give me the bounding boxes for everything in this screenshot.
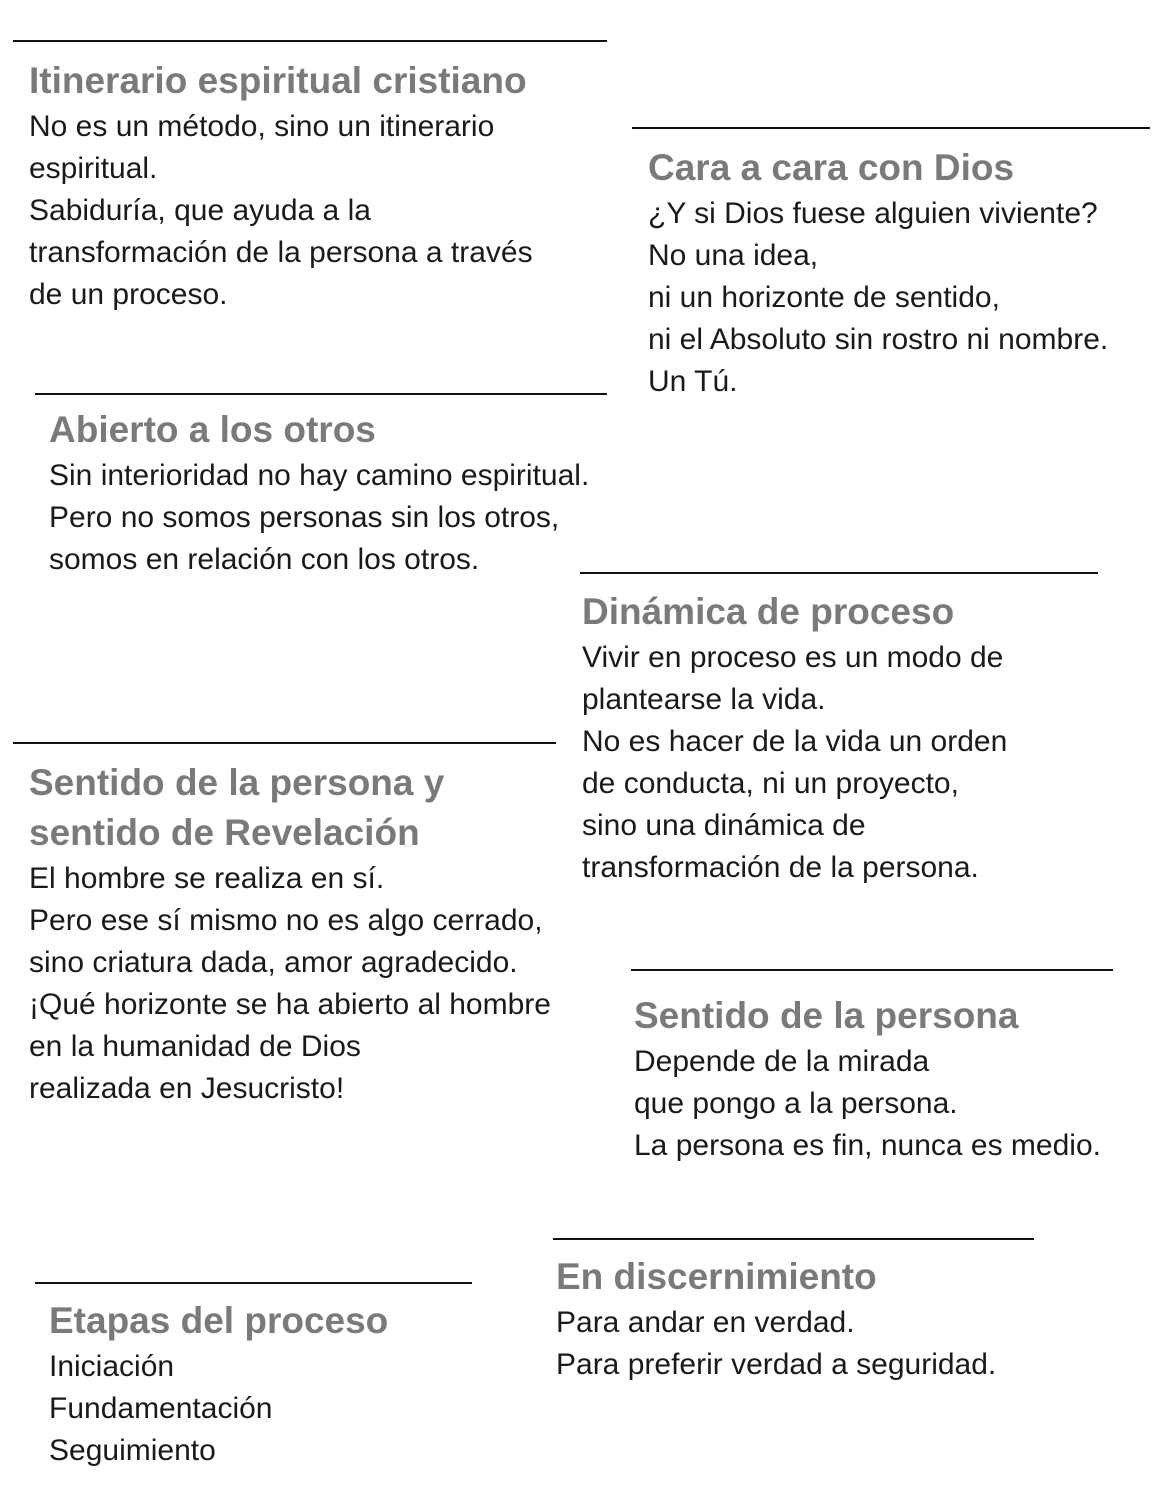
card-title xyxy=(29,758,556,858)
card-cara-a-cara xyxy=(632,127,1150,403)
card-etapas xyxy=(35,1282,472,1472)
card-title: En discernimiento xyxy=(556,1256,877,1297)
card-line: Para andar en verdad. xyxy=(556,1306,855,1339)
card-line: Sabiduría, que ayuda a la xyxy=(29,194,371,227)
card-line: Pero ese sí mismo no es algo cerrado, xyxy=(29,904,543,937)
card-line: Iniciación xyxy=(49,1350,175,1383)
card-line: sino una dinámica de xyxy=(582,809,866,842)
card-itinerario xyxy=(13,40,607,316)
card-sentido-persona xyxy=(631,969,1113,1167)
card-title: Abierto a los otros xyxy=(49,409,376,450)
card-line: No es un método, sino un itinerario xyxy=(29,110,495,143)
card-line: ¡Qué horizonte se ha abierto al hombre xyxy=(29,988,551,1021)
card-line: de un proceso. xyxy=(29,278,228,311)
card-dinamica xyxy=(580,572,1098,889)
card-line: transformación de la persona a través xyxy=(29,236,533,269)
card-title-line: Sentido de la persona y xyxy=(29,762,445,803)
card-title: Sentido de la persona xyxy=(634,995,1019,1036)
card-line: transformación de la persona. xyxy=(582,851,979,884)
card-title-line: sentido de Revelación xyxy=(29,812,420,853)
card-line: sino criatura dada, amor agradecido. xyxy=(29,946,518,979)
card-line: ¿Y si Dios fuese alguien viviente? xyxy=(648,197,1098,230)
card-line: El hombre se realiza en sí. xyxy=(29,862,385,895)
card-body xyxy=(29,106,607,316)
card-title: Itinerario espiritual cristiano xyxy=(29,60,527,101)
card-line: Un Tú. xyxy=(648,365,738,398)
card-body xyxy=(582,637,1098,889)
card-line: Depende de la mirada xyxy=(634,1045,930,1078)
card-body xyxy=(49,1346,472,1472)
card-line: espiritual. xyxy=(29,152,158,185)
card-line: de conducta, ni un proyecto, xyxy=(582,767,959,800)
card-line: Seguimiento xyxy=(49,1434,216,1467)
card-title: Cara a cara con Dios xyxy=(648,147,1015,188)
card-line: realizada en Jesucristo! xyxy=(29,1072,345,1105)
card-line: ni el Absoluto sin rostro ni nombre. xyxy=(648,323,1109,356)
card-line: en la humanidad de Dios xyxy=(29,1030,361,1063)
card-line: Sin interioridad no hay camino espiritual. xyxy=(49,459,590,492)
card-title: Etapas del proceso xyxy=(49,1300,389,1341)
card-body xyxy=(556,1302,1034,1386)
card-line: No es hacer de la vida un orden xyxy=(582,725,1008,758)
card-abierto xyxy=(35,393,607,581)
card-body xyxy=(29,858,556,1110)
card-body xyxy=(49,455,607,581)
card-title: Dinámica de proceso xyxy=(582,591,955,632)
card-sentido-revelacion xyxy=(13,742,556,1110)
card-line: plantearse la vida. xyxy=(582,683,826,716)
card-line: Pero no somos personas sin los otros, xyxy=(49,501,560,534)
card-line: Vivir en proceso es un modo de xyxy=(582,641,1004,674)
card-line: Para preferir verdad a seguridad. xyxy=(556,1348,997,1381)
card-line: que pongo a la persona. xyxy=(634,1087,958,1120)
card-discernimiento xyxy=(553,1238,1034,1386)
card-line: somos en relación con los otros. xyxy=(49,543,480,576)
card-line: No una idea, xyxy=(648,239,819,272)
card-line: La persona es fin, nunca es medio. xyxy=(634,1129,1101,1162)
card-body xyxy=(634,1041,1113,1167)
card-line: ni un horizonte de sentido, xyxy=(648,281,1000,314)
card-line: Fundamentación xyxy=(49,1392,273,1425)
card-body xyxy=(648,193,1150,403)
